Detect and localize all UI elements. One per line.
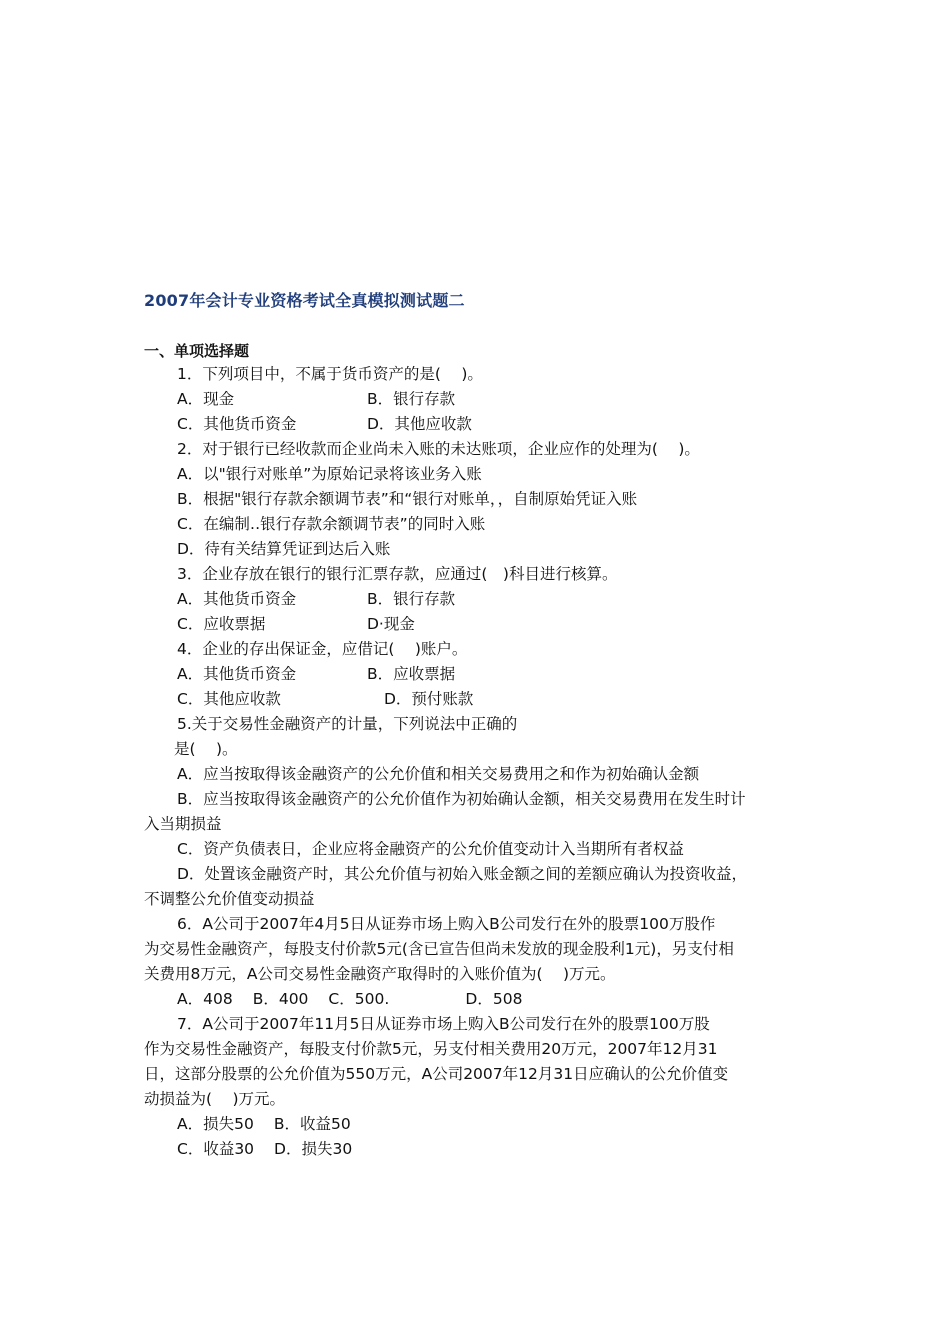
question-7-options-cd [144, 1137, 824, 1162]
option-b: B．银行存款 [367, 590, 456, 608]
option-d: D．待有关结算凭证到达后入账 [177, 540, 391, 558]
question-7-stem-cont: 日，这部分股票的公允价值为550万元，A公司2007年12月31日应确认的公允价值变 [144, 1065, 729, 1083]
question-7-stem-cont: 动损益为( )万元。 [144, 1090, 286, 1108]
option-a: A．现金 [177, 390, 235, 408]
option-b: B．银行存款 [367, 390, 456, 408]
option-a: A．应当按取得该金融资产的公允价值和相关交易费用之和作为初始确认金额 [177, 765, 700, 783]
option-b-cont: 入当期损益 [144, 815, 222, 833]
option-b: B．应当按取得该金融资产的公允价值作为初始确认金额，相关交易费用在发生时计 [177, 790, 746, 808]
option-a: A．408 [177, 990, 233, 1008]
option-d-cont: 不调整公允价值变动损益 [144, 890, 315, 908]
option-a: A．以"银行对账单”为原始记录将该业务入账 [177, 465, 482, 483]
option-c: C．500. [328, 990, 390, 1008]
question-6-options [144, 987, 824, 1012]
option-c: C．收益30 [177, 1140, 255, 1158]
question-1-stem: 1．下列项目中，不属于货币资产的是( )。 [177, 365, 483, 383]
question-4-options-ab [144, 662, 824, 687]
option-d: D．处置该金融资产时，其公允价值与初始入账金额之间的差额应确认为投资收益， [177, 865, 747, 883]
question-5-stem: 5.关于交易性金融资产的计量，下列说法中正确的 [177, 715, 518, 733]
question-3-options-cd [144, 612, 824, 637]
question-1-options-ab [144, 387, 824, 412]
option-d: D．损失30 [274, 1140, 353, 1158]
option-c: C．其他应收款 [177, 690, 281, 708]
question-1-options-cd [144, 412, 824, 437]
question-6-stem-cont: 为交易性金融资产，每股支付价款5元(含已宣告但尚未发放的现金股利1元)，另支付相 [144, 940, 734, 958]
question-2-stem: 2．对于银行已经收款而企业尚未入账的未达账项，企业应作的处理为( )。 [177, 440, 700, 458]
option-b: B．收益50 [273, 1115, 351, 1133]
question-4-options-cd [144, 687, 824, 712]
question-3-options-ab [144, 587, 824, 612]
question-3-stem: 3．企业存放在银行的银行汇票存款，应通过( )科目进行核算。 [177, 565, 618, 583]
option-d: D．508 [465, 990, 523, 1008]
option-c: C．在编制‥银行存款余额调节表”的同时入账 [177, 515, 486, 533]
question-4-stem: 4．企业的存出保证金，应借记( )账户。 [177, 640, 468, 658]
question-7-stem-cont: 作为交易性金融资产，每股支付价款5元，另支付相关费用20万元，2007年12月31 [144, 1040, 718, 1058]
option-c: C．应收票据 [177, 615, 266, 633]
section-heading: 一、单项选择题 [144, 342, 250, 360]
question-5-stem-cont: 是( )。 [174, 740, 238, 758]
question-6-stem: 6．A公司于2007年4月5日从证券市场上购入B公司发行在外的股票100万股作 [177, 915, 716, 933]
option-d: D·现金 [367, 615, 415, 633]
option-b: B．400 [252, 990, 309, 1008]
option-c: C．其他货币资金 [177, 415, 297, 433]
option-d: D．预付账款 [384, 690, 474, 708]
option-c: C．资产负债表日，企业应将金融资产的公允价值变动计入当期所有者权益 [177, 840, 684, 858]
option-a: A．其他货币资金 [177, 665, 297, 683]
question-7-options-ab [144, 1112, 824, 1137]
option-b: B．根据"银行存款余额调节表”和“银行对账单，，自制原始凭证入账 [177, 490, 638, 508]
question-7-stem: 7．A公司于2007年11月5日从证券市场上购入B公司发行在外的股票100万股 [177, 1015, 710, 1033]
option-a: A．损失50 [177, 1115, 254, 1133]
option-a: A．其他货币资金 [177, 590, 297, 608]
question-6-stem-cont: 关费用8万元，A公司交易性金融资产取得时的入账价值为( )万元。 [144, 965, 616, 983]
document-title: 2007年会计专业资格考试全真模拟测试题二 [144, 291, 465, 310]
question-list [144, 362, 824, 1162]
option-d: D．其他应收款 [367, 415, 472, 433]
option-b: B．应收票据 [367, 665, 456, 683]
